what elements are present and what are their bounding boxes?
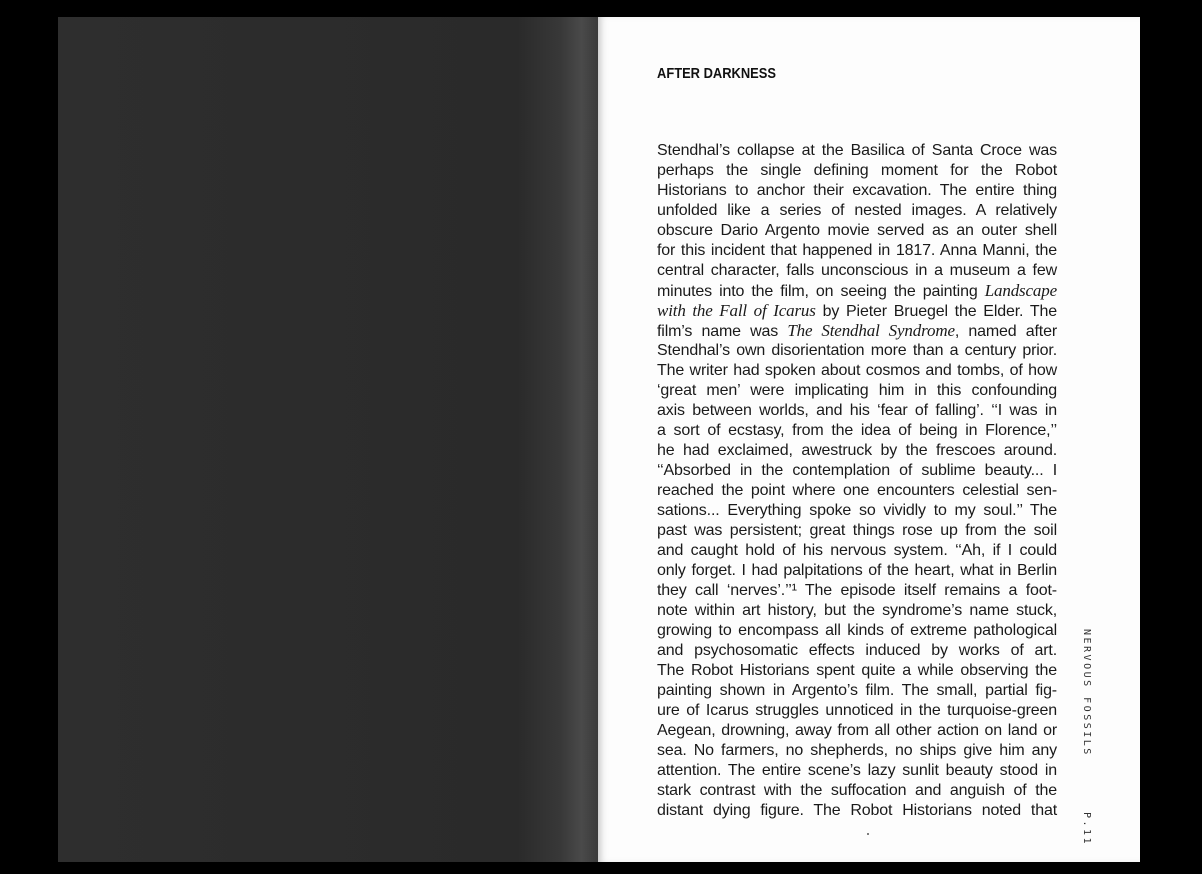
text-line xyxy=(657,381,1057,401)
text-line xyxy=(657,141,1057,161)
text-line xyxy=(657,281,1057,301)
text-line xyxy=(657,161,1057,181)
text-line xyxy=(657,201,1057,221)
text-segment: Stendhal’s own disorientation more than a century prior. xyxy=(657,342,1057,359)
page-number: P.11 xyxy=(1081,812,1092,847)
text-segment: attention. The entire scene’s lazy sunlit beauty stood in xyxy=(657,762,1057,779)
text-segment: obscure Dario Argento movie served as an outer shell xyxy=(657,222,1057,239)
text-segment: only forget. I had palpitations of the heart, what in Berlin xyxy=(657,562,1057,579)
italic-title-text: Landscape xyxy=(984,281,1057,300)
text-segment: and psychosomatic effects induced by works of art. xyxy=(657,642,1057,659)
text-segment: minutes into the film, on seeing the painting xyxy=(657,283,985,300)
left-page-blank xyxy=(58,17,598,862)
text-segment: central character, falls unconscious in a museum a few xyxy=(657,262,1057,279)
text-line xyxy=(657,761,1057,781)
body-text xyxy=(657,141,1057,821)
text-line xyxy=(657,441,1057,461)
right-page xyxy=(598,17,1140,862)
text-line xyxy=(657,301,1057,321)
text-line xyxy=(657,721,1057,741)
text-segment: ‘great men’ were implicating him in this confounding xyxy=(657,382,1057,399)
text-line xyxy=(657,461,1057,481)
text-line xyxy=(657,241,1057,261)
text-segment: The Robot Historians spent quite a while observing the xyxy=(657,662,1057,679)
text-segment: axis between worlds, and his ‘fear of falling’. ‘‘I was in xyxy=(657,402,1057,419)
text-segment: note within art history, but the syndrome’s name stuck, xyxy=(657,602,1057,619)
text-line xyxy=(657,561,1057,581)
text-segment: film’s name was xyxy=(657,323,788,340)
text-segment: , named after xyxy=(954,323,1057,340)
text-segment: perhaps the single defining moment for the Robot xyxy=(657,162,1057,179)
text-line xyxy=(657,521,1057,541)
text-line xyxy=(657,701,1057,721)
text-line xyxy=(657,621,1057,641)
text-segment: Historians to anchor their excavation. The entire thing xyxy=(657,182,1057,199)
text-line xyxy=(657,181,1057,201)
text-line xyxy=(657,361,1057,381)
text-line xyxy=(657,541,1057,561)
chapter-heading: AFTER DARKNESS xyxy=(657,65,776,82)
text-line xyxy=(657,601,1057,621)
text-line xyxy=(657,401,1057,421)
italic-title-text: The Stendhal Syndrome xyxy=(787,321,955,340)
text-segment: Aegean, drowning, away from all other action on land or xyxy=(657,722,1057,739)
text-segment: reached the point where one encounters celestial sen- xyxy=(657,482,1057,499)
text-line xyxy=(657,641,1057,661)
text-line xyxy=(657,341,1057,361)
text-line xyxy=(657,321,1057,341)
text-segment: a sort of ecstasy, from the idea of being in Florence,’’ xyxy=(657,422,1057,439)
text-line xyxy=(657,801,1057,821)
text-line xyxy=(657,661,1057,681)
text-line xyxy=(657,781,1057,801)
text-segment: past was persistent; great things rose up from the soil xyxy=(657,522,1057,539)
text-line xyxy=(657,261,1057,281)
text-segment: The writer had spoken about cosmos and tombs, of how xyxy=(657,362,1057,379)
italic-title-text: with the Fall of Icarus xyxy=(657,301,816,320)
text-segment: he had exclaimed, awestruck by the frescoes around. xyxy=(657,442,1057,459)
running-title: NERVOUS FOSSILS xyxy=(1081,629,1092,757)
text-segment: stark contrast with the suffocation and anguish of the xyxy=(657,782,1057,799)
text-segment: ‘‘Absorbed in the contemplation of sublime beauty... I xyxy=(657,462,1057,479)
text-segment: for this incident that happened in 1817. Anna Manni, the xyxy=(657,242,1057,259)
text-segment: they call ‘nerves’.’’¹ The episode itself remains a foot- xyxy=(657,582,1057,599)
text-line xyxy=(657,581,1057,601)
text-segment: unfolded like a series of nested images. A relatively xyxy=(657,202,1057,219)
text-segment: painting shown in Argento’s film. The small, partial fig- xyxy=(657,682,1057,699)
text-line xyxy=(657,481,1057,501)
text-line xyxy=(657,501,1057,521)
text-segment: and caught hold of his nervous system. ‘‘Ah, if I could xyxy=(657,542,1057,559)
text-line xyxy=(657,741,1057,761)
print-speck xyxy=(867,833,869,835)
text-segment: distant dying figure. The Robot Historians noted that xyxy=(657,802,1057,819)
text-line xyxy=(657,421,1057,441)
text-segment: sea. No farmers, no shepherds, no ships give him any xyxy=(657,742,1057,759)
text-line xyxy=(657,221,1057,241)
text-segment: ure of Icarus struggles unnoticed in the turquoise-green xyxy=(657,702,1057,719)
text-segment: growing to encompass all kinds of extreme pathological xyxy=(657,622,1057,639)
text-segment: sations... Everything spoke so vividly to my soul.’’ The xyxy=(657,502,1057,519)
text-segment: Stendhal’s collapse at the Basilica of Santa Croce was xyxy=(657,142,1057,159)
text-line xyxy=(657,681,1057,701)
text-segment: by Pieter Bruegel the Elder. The xyxy=(815,303,1057,320)
